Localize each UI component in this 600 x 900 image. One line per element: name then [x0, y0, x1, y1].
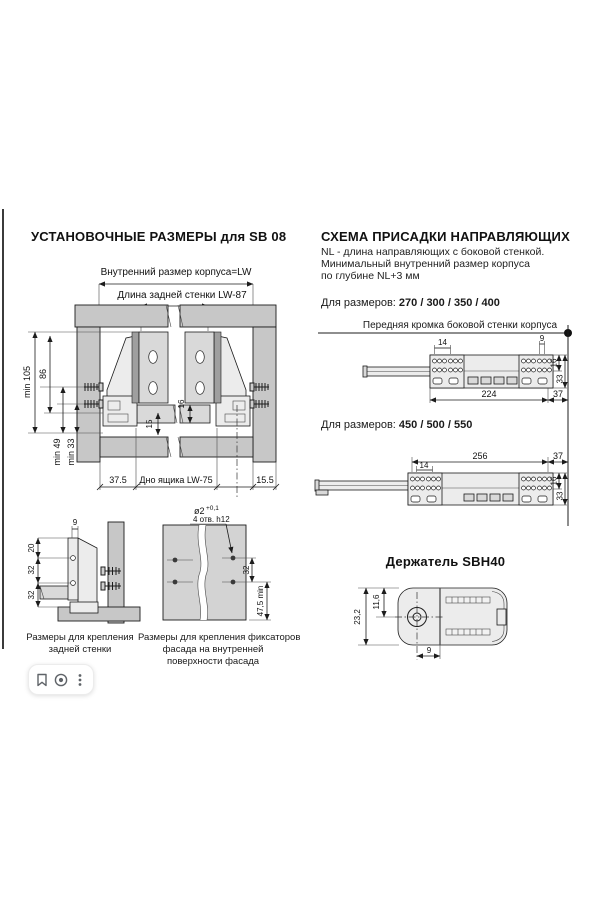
holder-dim-11-6: 11,6	[372, 594, 381, 610]
back-wall-caption-2: задней стенки	[48, 644, 112, 655]
search-by-image-icon	[53, 672, 69, 688]
dim-back-wall-length: Длина задней стенки LW-87	[117, 290, 247, 301]
rail1-dim-14: 14	[438, 338, 447, 347]
dim-32-b: 32	[27, 590, 36, 600]
rail2-dim-37: 37	[552, 451, 564, 461]
rail2-dim-14: 14	[419, 461, 429, 470]
rail1-dim-9: 9	[539, 334, 545, 343]
holder-dim-9: 9	[426, 646, 432, 655]
back-wall-caption-1: Размеры для крепления	[26, 632, 134, 643]
dim-min-33: min 33	[66, 438, 76, 466]
bookmark-icon	[34, 672, 50, 688]
rail-drawing-450-550	[315, 451, 568, 505]
dim-min-49: min 49	[52, 438, 62, 466]
dim-86: 86	[38, 368, 48, 380]
dim-20: 20	[27, 543, 36, 553]
intro-line-3: по глубине NL+3 мм	[321, 270, 420, 282]
front-edge-label: Передняя кромка боковой стенки корпуса	[362, 320, 558, 331]
facade-caption-3: поверхности фасада	[166, 656, 260, 667]
bookmark-button[interactable]	[33, 671, 51, 689]
dim-hole-tolerance: +0,1	[206, 505, 219, 512]
rail2-dim-256: 256	[472, 451, 488, 461]
intro-line-2: Минимальный внутренний размер корпуса	[321, 258, 530, 270]
dim-16: 16	[177, 399, 186, 409]
back-wall-drawing	[27, 518, 140, 623]
holder-title: Держатель SBH40	[385, 554, 506, 569]
rail1-dim-37: 37	[552, 389, 564, 399]
dim-15: 15	[145, 419, 154, 429]
dim-min-105: min 105	[22, 365, 32, 399]
dim-47-5-min: 47,5 min	[256, 585, 265, 617]
dim-hole-diameter: ø2	[194, 506, 205, 516]
rail2-dim-16: 16	[549, 476, 559, 486]
facade-drawing	[163, 505, 271, 620]
dim-drawer-bottom: Дно ящика LW-75	[139, 475, 213, 485]
facade-caption-2: фасада на внутренней	[162, 644, 264, 655]
rail1-dim-224: 224	[481, 389, 497, 399]
rail2-dim-33: 33	[555, 491, 565, 501]
more-menu-icon	[72, 672, 88, 688]
intro-line-1: NL - длина направляющих с боковой стенкой.	[321, 246, 545, 258]
dim-hole-count: 4 отв. h12	[193, 515, 230, 524]
holder-drawing	[353, 588, 507, 660]
dim-inner-width: Внутренний размер корпуса=LW	[100, 267, 252, 278]
holder-dim-23-2: 23,2	[353, 609, 362, 625]
sizes-2-values: 450 / 500 / 550	[398, 419, 473, 431]
facade-caption-1: Размеры для крепления фиксаторов	[138, 632, 301, 643]
dim-37-5: 37.5	[109, 475, 127, 485]
left-section-title: УСТАНОВОЧНЫЕ РАЗМЕРЫ для SB 08	[31, 229, 287, 244]
dim-9-back: 9	[72, 518, 78, 527]
sizes-1-label: Для размеров:	[321, 297, 396, 309]
dim-32-facade: 32	[242, 565, 251, 575]
main-section-drawing	[22, 267, 279, 498]
right-section-title: СХЕМА ПРИСАДКИ НАПРАВЛЯЮЩИХ	[321, 229, 570, 244]
search-by-image-button[interactable]	[52, 671, 70, 689]
rail1-dim-33: 33	[555, 374, 565, 384]
more-menu-button[interactable]	[71, 671, 89, 689]
dim-32-a: 32	[27, 565, 36, 575]
image-viewer-toolbar	[28, 664, 94, 695]
sizes-2-label: Для размеров:	[321, 419, 396, 431]
rail1-dim-16: 16	[549, 358, 559, 368]
rail-drawing-270-400	[363, 334, 568, 403]
dim-15-5: 15.5	[256, 475, 274, 485]
sizes-1-values: 270 / 300 / 350 / 400	[398, 297, 500, 309]
